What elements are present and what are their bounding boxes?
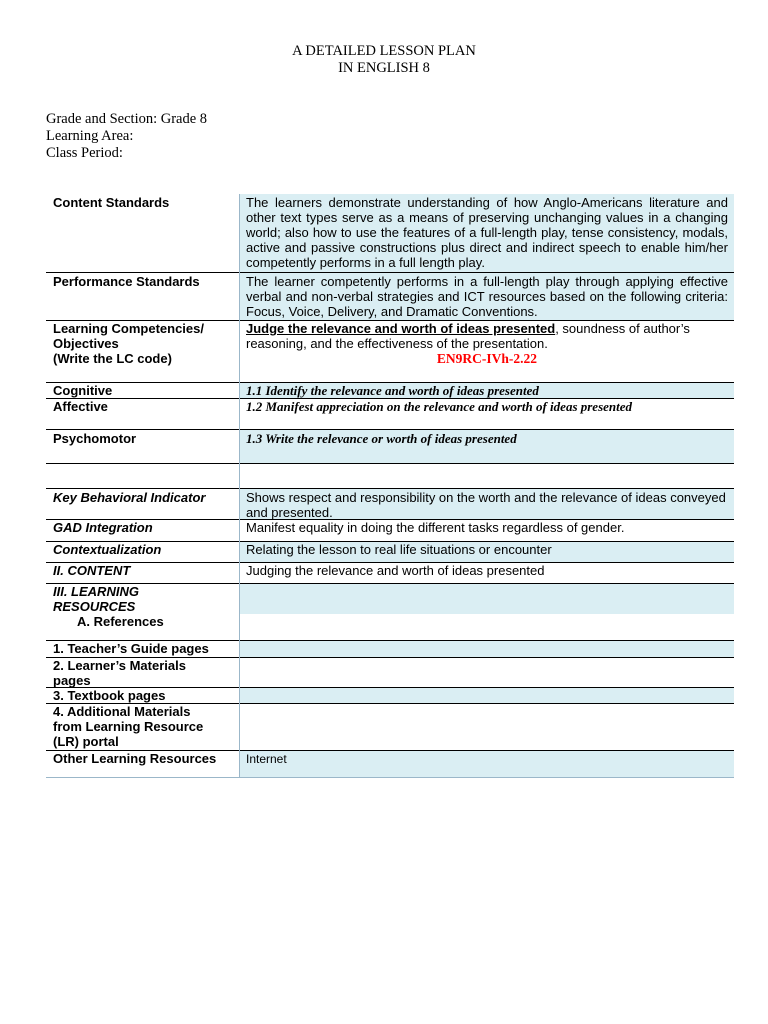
- label-cognitive: Cognitive: [53, 383, 113, 398]
- lc-rest-text: , soundness of author’s reasoning, and the effectiveness of the presentation.: [246, 321, 690, 351]
- label-references: [46, 614, 239, 640]
- label-am-line3: (LR) portal: [53, 734, 119, 749]
- label-learners-materials: [46, 658, 239, 687]
- value-references: [239, 614, 734, 640]
- row-other-resources: [46, 750, 734, 778]
- label-learning-competencies: [46, 321, 239, 382]
- value-cognitive: [239, 383, 734, 398]
- row-content: [46, 562, 734, 583]
- label-lm-line2: pages: [53, 673, 91, 688]
- column-divider: [239, 194, 240, 778]
- row-performance-standards: [46, 272, 734, 320]
- row-contextualization: [46, 541, 734, 562]
- row-references: [46, 614, 734, 640]
- value-additional-materials: [239, 704, 734, 750]
- value-learners-materials: [239, 658, 734, 687]
- label-lc-line2: Objectives: [53, 336, 119, 351]
- document-subtitle: IN ENGLISH 8: [338, 60, 430, 76]
- learning-area-line: Learning Area:: [46, 128, 134, 144]
- label-lr-line2: RESOURCES: [53, 599, 136, 614]
- label-contextualization: Contextualization: [53, 542, 162, 557]
- value-contextualization: Relating the lesson to real life situations or encounter: [239, 542, 734, 562]
- value-psychomotor: [239, 430, 734, 463]
- value-learning-competencies: [239, 321, 734, 382]
- psychomotor-objective: 1.3 Write the relevance or worth of ideas presented: [246, 431, 517, 446]
- row-content-standards: [46, 194, 734, 272]
- value-other-resources: Internet: [239, 751, 734, 777]
- value-content: Judging the relevance and worth of ideas presented: [246, 563, 545, 578]
- label-lr-line1: III. LEARNING: [53, 584, 139, 599]
- value-learning-resources: [239, 584, 734, 614]
- references-text: A. References: [77, 614, 164, 629]
- row-additional-materials: [46, 703, 734, 750]
- label-am-line1: 4. Additional Materials: [53, 704, 191, 719]
- row-learning-resources: [46, 583, 734, 614]
- value-gad-integration: Manifest equality in doing the different tasks regardless of gender.: [246, 520, 625, 535]
- label-key-behavioral-indicator: Key Behavioral Indicator: [53, 490, 206, 505]
- grade-section-line: Grade and Section: Grade 8: [46, 111, 208, 127]
- row-textbook: [46, 687, 734, 703]
- lc-main-text: Judge the relevance and worth of ideas presented: [246, 321, 556, 336]
- value-empty: [239, 464, 734, 488]
- lc-code: EN9RC-IVh-2.22: [436, 351, 538, 366]
- label-performance-standards: Performance Standards: [53, 274, 200, 289]
- label-learning-resources: [46, 584, 239, 614]
- value-affective: [239, 399, 734, 429]
- row-teachers-guide: [46, 640, 734, 657]
- row-learning-competencies: [46, 320, 734, 382]
- row-empty: [46, 463, 734, 488]
- label-lc-line1: Learning Competencies/: [53, 321, 204, 336]
- label-additional-materials: [46, 704, 239, 750]
- row-gad-integration: [46, 519, 734, 541]
- label-gad-integration: GAD Integration: [53, 520, 153, 535]
- value-teachers-guide: [239, 641, 734, 657]
- class-period-line: Class Period:: [46, 145, 123, 161]
- value-key-behavioral-indicator: Shows respect and responsibility on the worth and the relevance of ideas conveyed and presented.: [239, 489, 734, 519]
- label-teachers-guide: 1. Teacher’s Guide pages: [53, 641, 209, 656]
- row-cognitive: [46, 382, 734, 398]
- label-am-line2: from Learning Resource: [53, 719, 204, 734]
- row-psychomotor: [46, 429, 734, 463]
- label-affective: Affective: [53, 399, 108, 414]
- label-other-resources: Other Learning Resources: [53, 751, 217, 766]
- label-content-standards: Content Standards: [53, 195, 170, 210]
- label-content: II. CONTENT: [53, 563, 131, 578]
- document-title: A DETAILED LESSON PLAN: [292, 43, 476, 59]
- affective-objective: 1.2 Manifest appreciation on the relevance and worth of ideas presented: [246, 399, 633, 414]
- value-performance-standards: The learner competently performs in a full-length play through applying effective verbal and non-verbal strategies and ICT resources based on the following criteria: Focus, Voice, Delivery, and Dramatic Conventions.: [239, 273, 734, 320]
- value-textbook: [239, 688, 734, 703]
- cognitive-objective: 1.1 Identify the relevance and worth of ideas presented: [246, 383, 539, 398]
- value-content-standards: The learners demonstrate understanding of how Anglo-Americans literature and other text types serve as a means of preserving unchanging values in a changing world; also how to use the features of a full-length play, tense consistency, modals, active and passive constructions plus direct and indirect speech to enable him/her competently performs in a full length play.: [239, 194, 734, 272]
- row-affective: [46, 398, 734, 429]
- label-lm-line1: 2. Learner’s Materials: [53, 658, 186, 673]
- row-key-behavioral-indicator: [46, 488, 734, 519]
- label-lc-line3: (Write the LC code): [53, 351, 172, 366]
- label-textbook: 3. Textbook pages: [53, 688, 166, 703]
- label-psychomotor: Psychomotor: [53, 431, 137, 446]
- row-learners-materials: [46, 657, 734, 687]
